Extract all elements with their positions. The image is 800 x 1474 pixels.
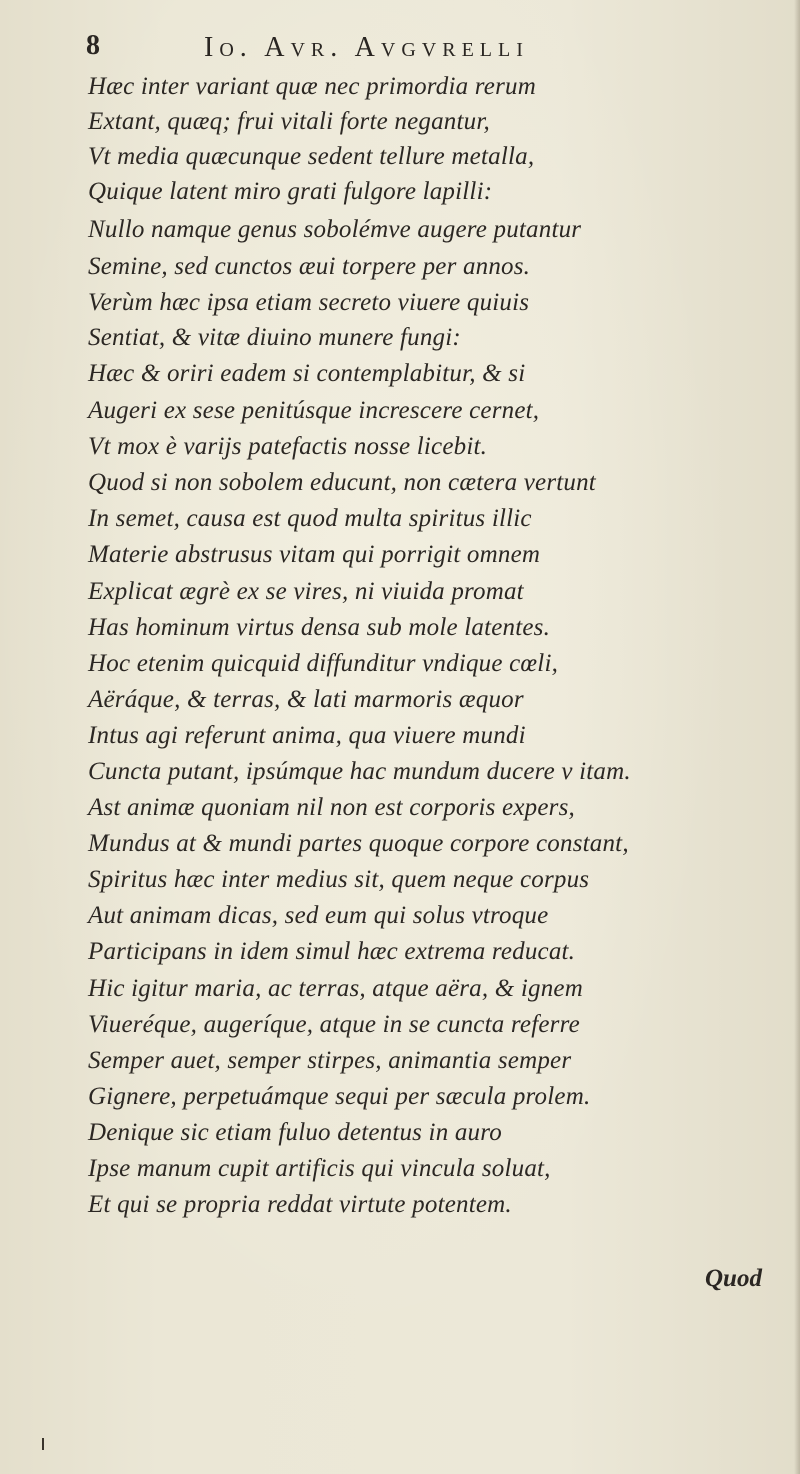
verse-line: Semper auet, semper stirpes, animantia semper [88, 1047, 572, 1074]
page-edge-shadow [794, 0, 800, 1474]
verse-line: Cuncta putant, ipsúmque hac mundum ducere v itam. [88, 758, 631, 785]
verse-line: Hic igitur maria, ac terras, atque aëra, & ignem [88, 975, 583, 1002]
verse-line: Hæc inter variant quæ nec primordia rerum [88, 73, 536, 100]
verse-line: Sentiat, & vitæ diuino munere fungi: [88, 324, 461, 351]
verse-line: Viueréque, augeríque, atque in se cuncta referre [88, 1011, 580, 1038]
catchword: Quod [705, 1265, 762, 1292]
verse-line: Has hominum virtus densa sub mole latentes. [88, 614, 551, 641]
ink-speck [42, 1438, 44, 1450]
verse-line: Hæc & oriri eadem si contemplabitur, & si [88, 360, 526, 387]
verse-line: Materie abstrusus vitam qui porrigit omnem [88, 541, 541, 568]
verse-line: Mundus at & mundi partes quoque corpore constant, [88, 830, 629, 857]
page-number: 8 [86, 30, 101, 61]
verse-line: Ast animæ quoniam nil non est corporis expers, [88, 794, 575, 821]
verse-line: In semet, causa est quod multa spiritus illic [88, 505, 532, 532]
verse-line: Semine, sed cunctos æui torpere per annos. [88, 253, 531, 280]
verse-line: Verùm hæc ipsa etiam secreto viuere quiuis [88, 289, 530, 316]
verse-line: Et qui se propria reddat virtute potentem. [88, 1191, 512, 1218]
page-header [86, 30, 666, 70]
verse-line: Extant, quæq; frui vitali forte negantur, [88, 108, 490, 135]
verse-line: Participans in idem simul hæc extrema reducat. [88, 938, 576, 965]
verse-line: Vt mox è varijs patefactis nosse licebit. [88, 433, 488, 460]
running-head: Io. Avr. Avgvrelli [204, 32, 529, 63]
verse-line: Augeri ex sese penitúsque increscere cernet, [88, 397, 540, 424]
verse-line: Intus agi referunt anima, qua viuere mundi [88, 722, 526, 749]
verse-line: Gignere, perpetuámque sequi per sæcula prolem. [88, 1083, 591, 1110]
verse-line: Aut animam dicas, sed eum qui solus vtroque [88, 902, 549, 929]
verse-line: Denique sic etiam fuluo detentus in auro [88, 1119, 502, 1146]
verse-line: Hoc etenim quicquid diffunditur vndique cœli, [88, 650, 559, 677]
verse-line: Vt media quæcunque sedent tellure metalla, [88, 143, 535, 170]
verse-line: Spiritus hæc inter medius sit, quem neque corpus [88, 866, 590, 893]
verse-line: Nullo namque genus sobolémve augere putantur [88, 216, 582, 243]
verse-line: Aëráque, & terras, & lati marmoris æquor [88, 686, 524, 713]
verse-line: Quod si non sobolem educunt, non cætera vertunt [88, 469, 596, 496]
verse-line: Quique latent miro grati fulgore lapilli: [88, 178, 493, 205]
verse-line: Ipse manum cupit artificis qui vincula soluat, [88, 1155, 551, 1182]
verse-line: Explicat ægrè ex se vires, ni viuida promat [88, 578, 524, 605]
